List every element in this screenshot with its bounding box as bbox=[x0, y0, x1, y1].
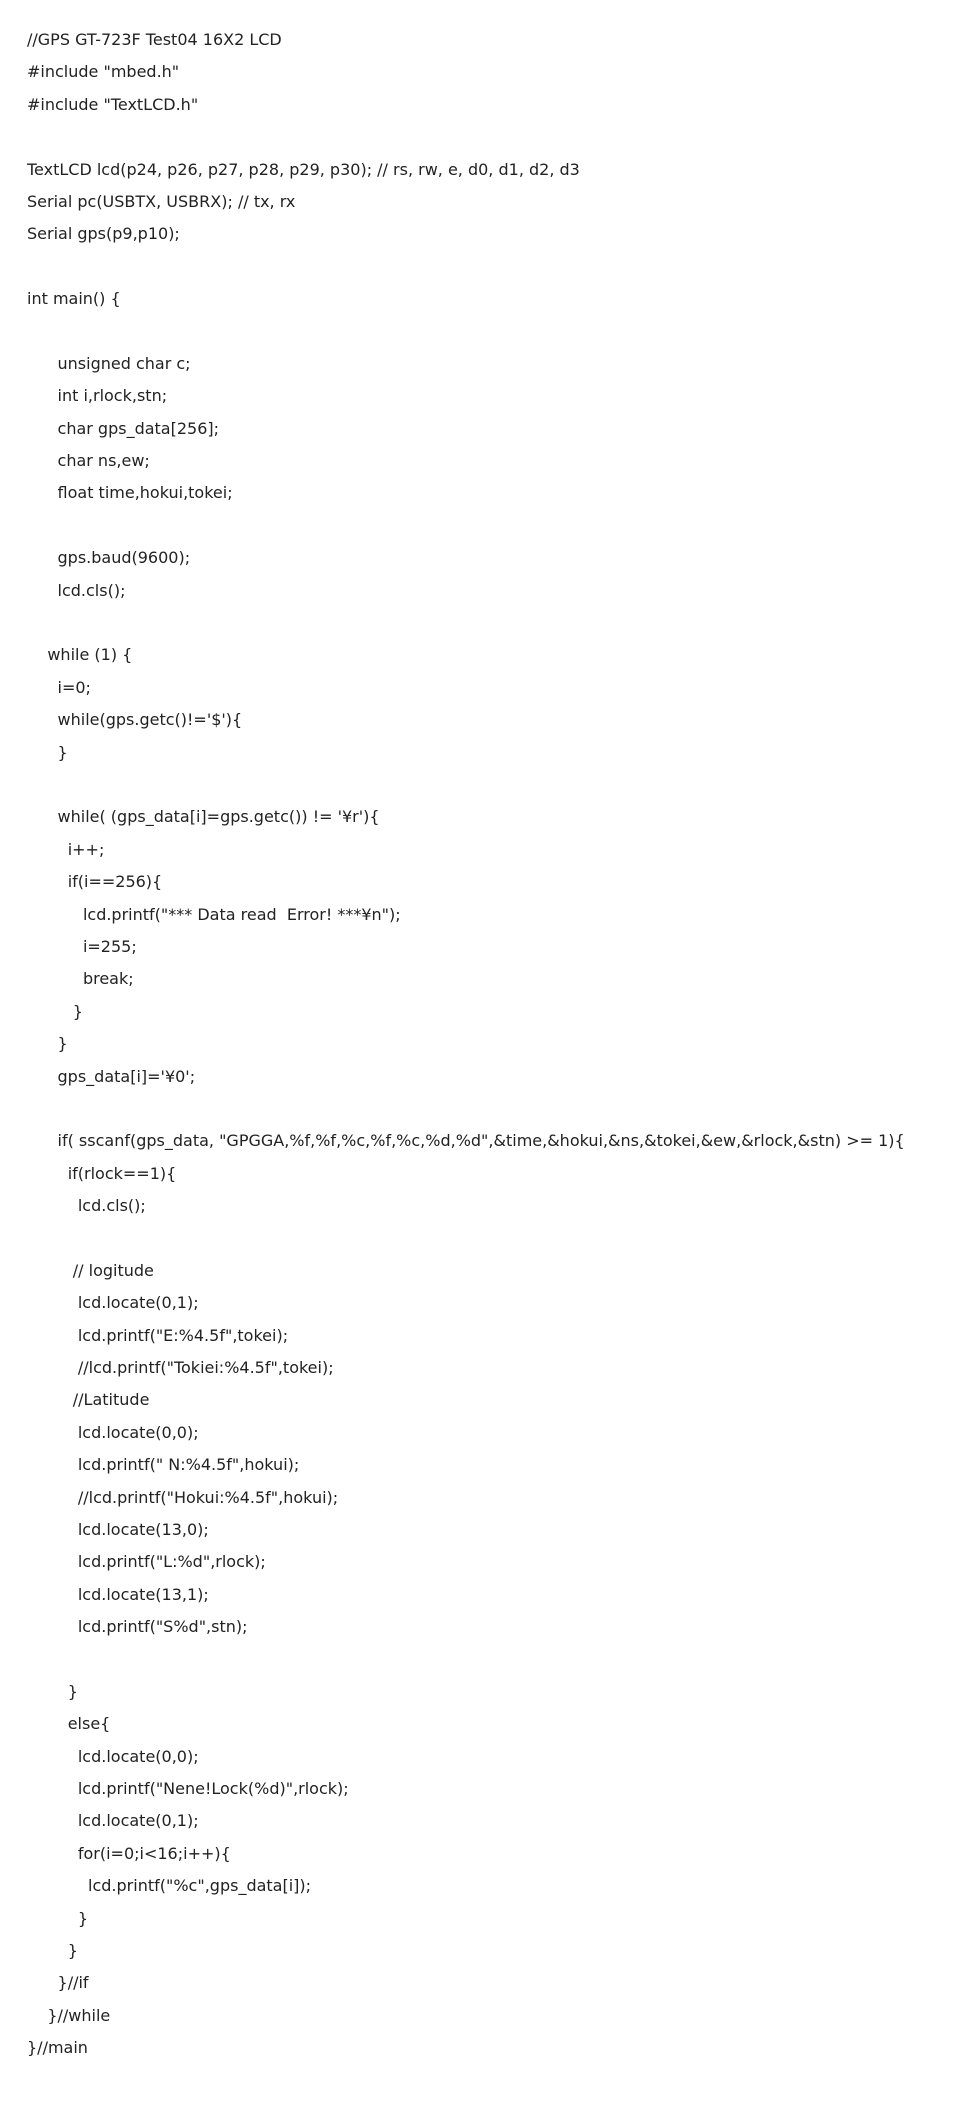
code-line bbox=[27, 769, 967, 801]
code-line: gps_data[i]='¥0'; bbox=[27, 1066, 196, 1086]
code-line: while(gps.getc()!='$'){ bbox=[27, 710, 243, 730]
code-line: if( sscanf(gps_data, "GPGGA,%f,%f,%c,%f,%c,%d,%d",&time,&hokui,&ns,&tokei,&ew,&rlock,&stn) >= 1){ bbox=[27, 1131, 905, 1151]
code-line: //GPS GT-723F Test04 16X2 LCD bbox=[27, 30, 282, 49]
code-line: char gps_data[256]; bbox=[27, 418, 220, 438]
code-line: char ns,ew; bbox=[27, 451, 150, 471]
code-line: } bbox=[27, 1941, 78, 1961]
code-line: lcd.printf("L:%d",rlock); bbox=[27, 1552, 266, 1572]
code-line: else{ bbox=[27, 1714, 111, 1734]
code-line bbox=[27, 510, 967, 542]
code-line: } bbox=[27, 742, 68, 762]
code-line: lcd.cls(); bbox=[27, 1196, 146, 1216]
code-line: }//if bbox=[27, 1973, 89, 1993]
code-line: Serial gps(p9,p10); bbox=[27, 224, 180, 244]
code-line: lcd.printf(" N:%4.5f",hokui); bbox=[27, 1455, 300, 1475]
code-line: lcd.printf("%c",gps_data[i]); bbox=[27, 1876, 312, 1896]
code-line: i=0; bbox=[27, 677, 91, 697]
code-line: break; bbox=[27, 969, 134, 989]
source-code-listing bbox=[27, 24, 967, 2065]
code-line: int main() { bbox=[27, 289, 121, 309]
code-line: Serial pc(USBTX, USBRX); // tx, rx bbox=[27, 191, 296, 211]
code-line: //lcd.printf("Tokiei:%4.5f",tokei); bbox=[27, 1358, 334, 1378]
code-line bbox=[27, 1222, 967, 1254]
code-line: //lcd.printf("Hokui:%4.5f",hokui); bbox=[27, 1487, 339, 1507]
code-line: }//while bbox=[27, 2005, 111, 2025]
code-line: lcd.printf("*** Data read Error! ***¥n"); bbox=[27, 904, 401, 924]
code-line: float time,hokui,tokei; bbox=[27, 483, 233, 503]
code-line: lcd.locate(13,0); bbox=[27, 1519, 209, 1539]
code-line: lcd.cls(); bbox=[27, 580, 126, 600]
code-line: for(i=0;i<16;i++){ bbox=[27, 1843, 231, 1863]
code-line: unsigned char c; bbox=[27, 353, 191, 373]
code-line: } bbox=[27, 1001, 83, 1021]
code-line: lcd.printf("Nene!Lock(%d)",rlock); bbox=[27, 1779, 349, 1799]
code-line: lcd.locate(0,0); bbox=[27, 1422, 199, 1442]
code-line: lcd.printf("E:%4.5f",tokei); bbox=[27, 1325, 289, 1345]
code-line: lcd.locate(13,1); bbox=[27, 1584, 209, 1604]
code-line: // logitude bbox=[27, 1260, 154, 1280]
code-line: while (1) { bbox=[27, 645, 133, 665]
code-line: #include "mbed.h" bbox=[27, 62, 180, 82]
code-line: while( (gps_data[i]=gps.getc()) != '¥r'){ bbox=[27, 807, 380, 827]
code-line: //Latitude bbox=[27, 1390, 150, 1410]
code-line: } bbox=[27, 1681, 78, 1701]
code-line: if(rlock==1){ bbox=[27, 1163, 177, 1183]
code-line: }//main bbox=[27, 2038, 88, 2058]
code-line: i=255; bbox=[27, 936, 137, 956]
code-line: i++; bbox=[27, 839, 105, 859]
code-line bbox=[27, 607, 967, 639]
code-line: lcd.locate(0,1); bbox=[27, 1293, 199, 1313]
code-line: lcd.locate(0,0); bbox=[27, 1746, 199, 1766]
code-line bbox=[27, 251, 967, 283]
code-line bbox=[27, 1093, 967, 1125]
code-line: } bbox=[27, 1908, 89, 1928]
code-line: } bbox=[27, 1034, 68, 1054]
code-line: gps.baud(9600); bbox=[27, 548, 191, 568]
code-line bbox=[27, 316, 967, 348]
code-line: lcd.printf("S%d",stn); bbox=[27, 1617, 248, 1637]
code-line: int i,rlock,stn; bbox=[27, 386, 168, 406]
code-line: if(i==256){ bbox=[27, 872, 163, 892]
code-line bbox=[27, 1644, 967, 1676]
code-line: #include "TextLCD.h" bbox=[27, 94, 199, 114]
code-line bbox=[27, 121, 967, 153]
code-line: TextLCD lcd(p24, p26, p27, p28, p29, p30); // rs, rw, e, d0, d1, d2, d3 bbox=[27, 159, 580, 179]
code-line: lcd.locate(0,1); bbox=[27, 1811, 199, 1831]
